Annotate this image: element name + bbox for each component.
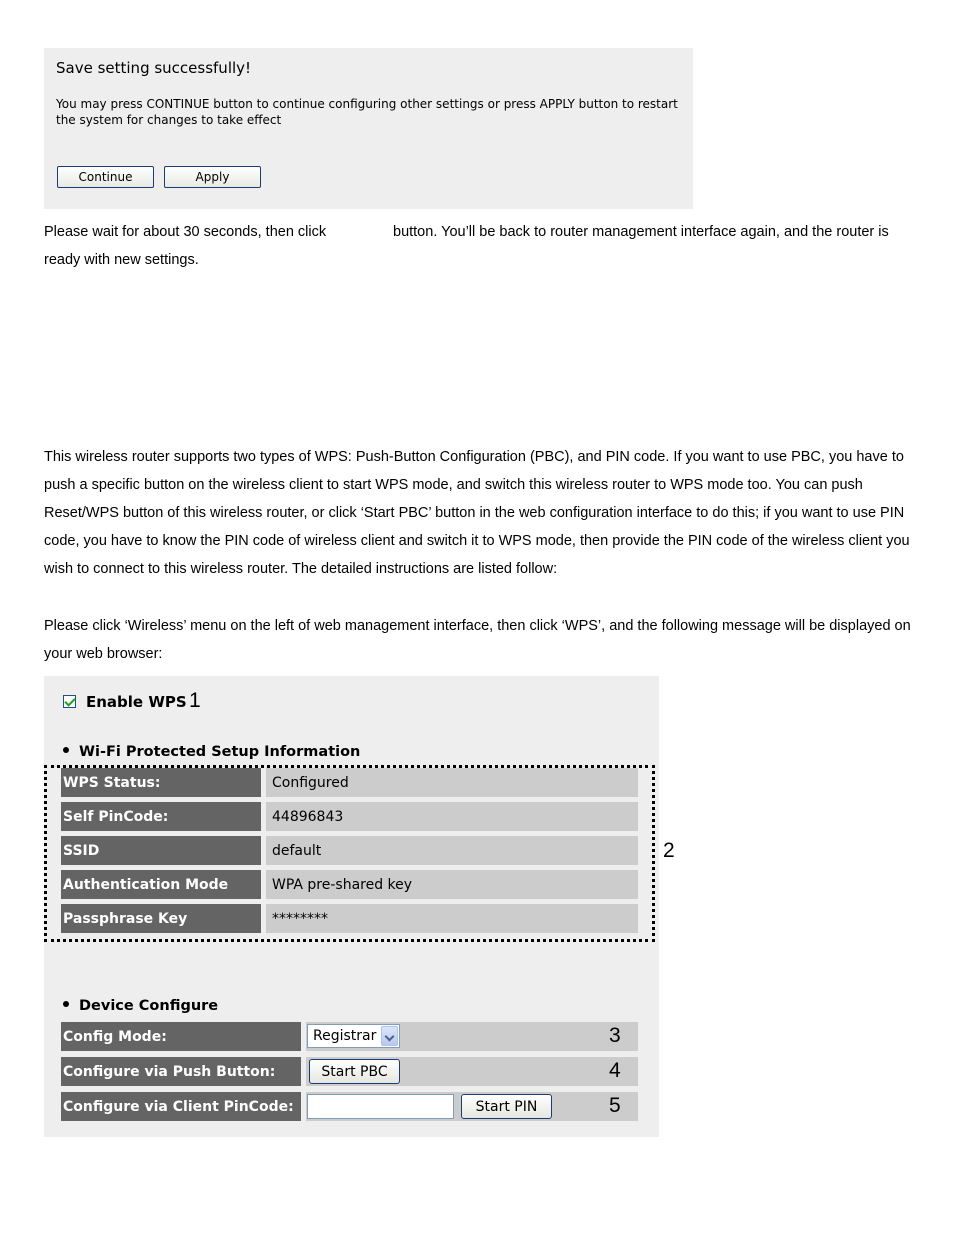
config-mode-selected: Registrar: [313, 1028, 377, 1044]
self-pincode-value: 44896843: [266, 802, 638, 831]
wps-settings-panel: [44, 676, 659, 1137]
bullet-icon: [63, 1001, 69, 1007]
client-pincode-label: Configure via Client PinCode:: [61, 1092, 301, 1121]
enable-wps-checkbox[interactable]: [63, 695, 76, 708]
save-title: Save setting successfully!: [56, 59, 252, 77]
wps-status-label: WPS Status:: [61, 768, 261, 797]
device-configure-heading: Device Configure: [63, 998, 218, 1014]
bullet-icon: [63, 747, 69, 753]
wps-intro-paragraph: This wireless router supports two types of WPS: Push-Button Configuration (PBC), and PIN code. If you want to use PBC, you have to push a specific button on the wireless client to start WPS mode, and switch this wireless router to WPS mode too. You can push Reset/WPS button of this wireless router, or click ‘Start PBC’ button in the web configuration interface to do this; if you want to use PIN code, you have to know the PIN code of wireless client and switch it to WPS mode, then provide the PIN code of the wireless client you wish to connect to this wireless router. The detailed instructions are listed follow:: [44, 449, 910, 577]
ssid-label: SSID: [61, 836, 261, 865]
ssid-value: default: [266, 836, 638, 865]
callout-1: 1: [189, 689, 201, 712]
click-wireless-paragraph: Please click ‘Wireless’ menu on the left of web management interface, then click ‘WPS’, and the following message will be displayed on your web browser:: [44, 618, 911, 662]
callout-5: 5: [609, 1094, 621, 1117]
client-pincode-input[interactable]: [307, 1094, 454, 1119]
auth-mode-label: Authentication Mode: [61, 870, 261, 899]
push-button-label: Configure via Push Button:: [61, 1057, 301, 1086]
callout-4: 4: [609, 1059, 621, 1082]
wait-text-part2: button. You’ll be back to router management interface again, and the router is ready with new settings.: [44, 224, 889, 268]
save-setting-panel: [44, 48, 693, 209]
auth-mode-value: WPA pre-shared key: [266, 870, 638, 899]
config-mode-select[interactable]: [307, 1024, 400, 1048]
enable-wps-label: Enable WPS: [86, 693, 187, 711]
continue-button[interactable]: Continue: [57, 166, 154, 188]
wps-status-value: Configured: [266, 768, 638, 797]
wps-info-heading: Wi-Fi Protected Setup Information: [63, 744, 360, 760]
start-pbc-button[interactable]: Start PBC: [309, 1059, 400, 1084]
save-message: You may press CONTINUE button to continue configuring other settings or press APPLY button to restart the system for changes to take effect: [56, 97, 678, 127]
wait-text-part1: Please wait for about 30 seconds, then click: [44, 224, 327, 240]
callout-2: 2: [663, 839, 675, 862]
config-mode-label: Config Mode:: [61, 1022, 301, 1051]
apply-button[interactable]: Apply: [164, 166, 261, 188]
passphrase-value: ********: [266, 904, 638, 933]
start-pin-button[interactable]: Start PIN: [461, 1094, 552, 1119]
passphrase-label: Passphrase Key: [61, 904, 261, 933]
self-pincode-label: Self PinCode:: [61, 802, 261, 831]
chevron-down-icon[interactable]: [381, 1026, 398, 1046]
callout-3: 3: [609, 1024, 621, 1047]
